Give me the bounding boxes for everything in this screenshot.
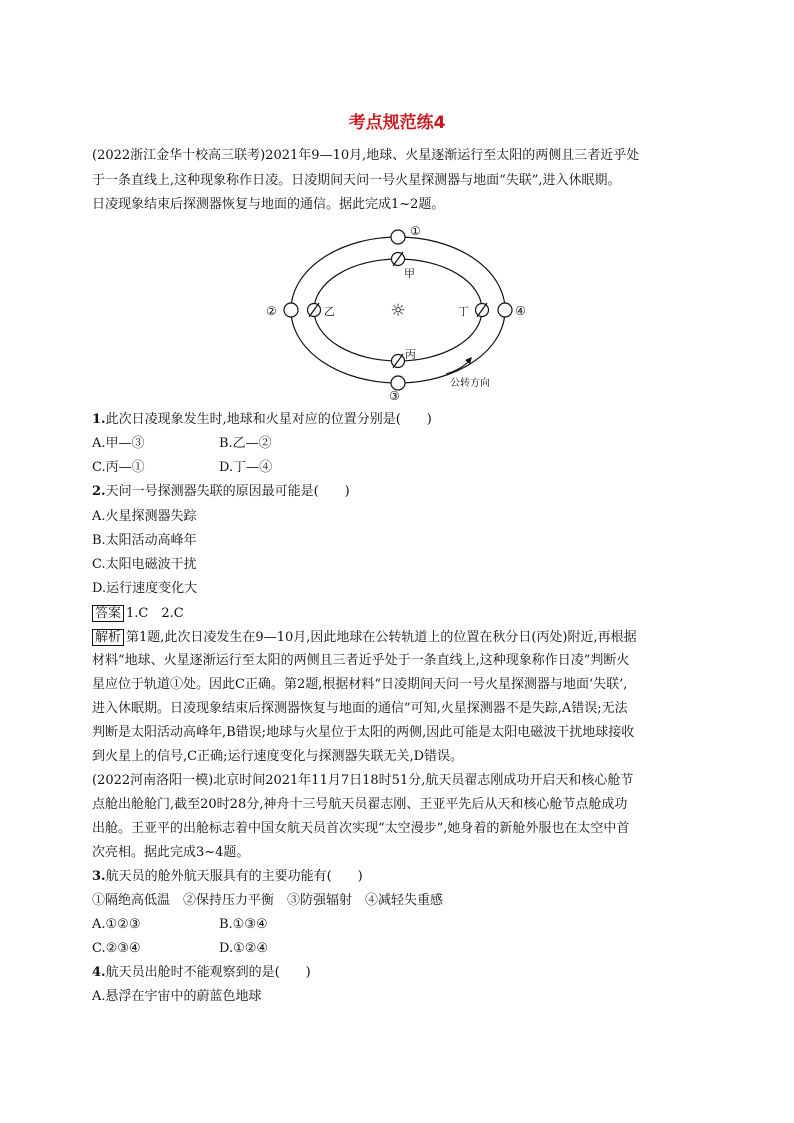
- earth-position-ding: [476, 303, 489, 317]
- page-title: 考点规范练4: [348, 113, 446, 133]
- label-3: ③: [389, 389, 400, 400]
- label-4: ④: [515, 304, 526, 318]
- q2-option-b: B.太阳活动高峰年: [92, 533, 197, 548]
- answer-1-2: [92, 605, 184, 622]
- q1-option-b: B.乙—②: [219, 436, 272, 451]
- q3-option-c: C.②③④: [92, 941, 141, 956]
- label-jia: 甲: [404, 267, 415, 280]
- q1-option-d: D.丁—④: [219, 460, 273, 475]
- q1-option-a: A.甲—③: [92, 436, 145, 451]
- q3-items: ①隔绝高低温 ②保持压力平衡 ③防强辐射 ④减轻失重感: [92, 893, 444, 908]
- orbit-diagram: [262, 220, 542, 400]
- question-text: 航天员的舱外航天服具有的主要功能有( ): [105, 869, 363, 884]
- analysis-tag: 解析: [92, 629, 124, 646]
- question-number: 4.: [92, 965, 106, 980]
- intro1-line: 于一条直线上,这种现象称作日凌。日凌期间天问一号火星探测器与地面“失联”,进入休眠期。: [92, 173, 621, 188]
- analysis-line: 到火星上的信号,C正确;运行速度变化与探测器失联无关,D错误。: [92, 749, 464, 764]
- question-text: 天问一号探测器失联的原因最可能是( ): [105, 484, 350, 499]
- label-2: ②: [266, 304, 277, 318]
- q2-option-c: C.太阳电磁波干扰: [92, 557, 197, 572]
- intro1-line: (2022浙江金华十校高三联考)2021年9—10月,地球、火星逐渐运行至太阳的两侧且三者近乎处: [92, 148, 640, 163]
- q2-option-d: D.运行速度变化大: [92, 581, 198, 596]
- analysis-line: 材料“地球、火星逐渐运行至太阳的两侧且三者近乎处于一条直线上,这种现象称作日凌”判断火: [92, 653, 630, 668]
- q4-option-a: A.悬浮在宇宙中的蔚蓝色地球: [92, 989, 262, 1004]
- mars-position-2: [284, 303, 298, 317]
- question-4: [92, 965, 311, 981]
- question-number: 3.: [92, 869, 106, 884]
- label-bing: 丙: [405, 348, 416, 361]
- q3-option-b: B.①③④: [219, 917, 268, 932]
- label-1: ①: [410, 224, 421, 238]
- arrow-label: 公转方向: [450, 378, 490, 389]
- answer-text: 1.C 2.C: [126, 606, 184, 621]
- mars-position-4: [498, 303, 512, 317]
- question-number: 1.: [92, 412, 106, 427]
- intro2-line: 次亮相。据此完成3~4题。: [92, 845, 250, 860]
- question-text: 航天员出舱时不能观察到的是( ): [105, 965, 311, 980]
- analysis-line: 进入休眠期。日凌现象结束后探测器恢复与地面的通信”可知,火星探测器不是失踪,A错误;无法: [92, 701, 628, 716]
- mars-position-1: [391, 230, 405, 244]
- question-text: 此次日凌现象发生时,地球和火星对应的位置分别是( ): [105, 412, 432, 427]
- sun-icon: ☼: [390, 301, 406, 321]
- earth-position-yi: [308, 303, 321, 317]
- answer-tag: 答案: [92, 605, 124, 622]
- label-ding: 丁: [458, 305, 469, 318]
- intro2-line: 点舱出舱舱门,截至20时28分,神舟十三号航天员翟志刚、王亚平先后从天和核心舱节点舱成功: [92, 797, 628, 812]
- q3-option-d: D.①②④: [219, 941, 269, 956]
- mars-position-3: [391, 376, 405, 390]
- analysis-line: 星应位于轨道①处。因此C正确。第2题,根据材料“日凌期间天问一号火星探测器与地面‘失联’,: [92, 677, 628, 692]
- question-3: [92, 869, 363, 885]
- q2-option-a: A.火星探测器失踪: [92, 509, 197, 524]
- intro1-line: 日凌现象结束后探测器恢复与地面的通信。据此完成1~2题。: [92, 197, 445, 212]
- analysis-text: 第1题,此次日凌发生在9—10月,因此地球在公转轨道上的位置在秋分日(丙处)附近,再根据: [126, 630, 637, 645]
- intro2-line: (2022河南洛阳一模)北京时间2021年11月7日18时51分,航天员翟志刚成功开启天和核心舱节: [92, 773, 634, 788]
- earth-position-jia: [392, 252, 405, 266]
- label-yi: 乙: [324, 305, 335, 318]
- earth-position-bing: [392, 354, 405, 368]
- q3-option-a: A.①②③: [92, 917, 141, 932]
- question-1: [92, 412, 432, 428]
- question-number: 2.: [92, 484, 106, 499]
- revolution-arrow: [446, 360, 470, 374]
- question-2: [92, 484, 350, 500]
- q1-option-c: C.丙—①: [92, 460, 145, 475]
- analysis-line: [92, 629, 637, 646]
- analysis-line: 判断是太阳活动高峰年,B错误;地球与火星位于太阳的两侧,因此可能是太阳电磁波干扰地球接收: [92, 725, 635, 740]
- intro2-line: 出舱。王亚平的出舱标志着中国女航天员首次实现“太空漫步”,她身着的新舱外服也在太空中首: [92, 821, 630, 836]
